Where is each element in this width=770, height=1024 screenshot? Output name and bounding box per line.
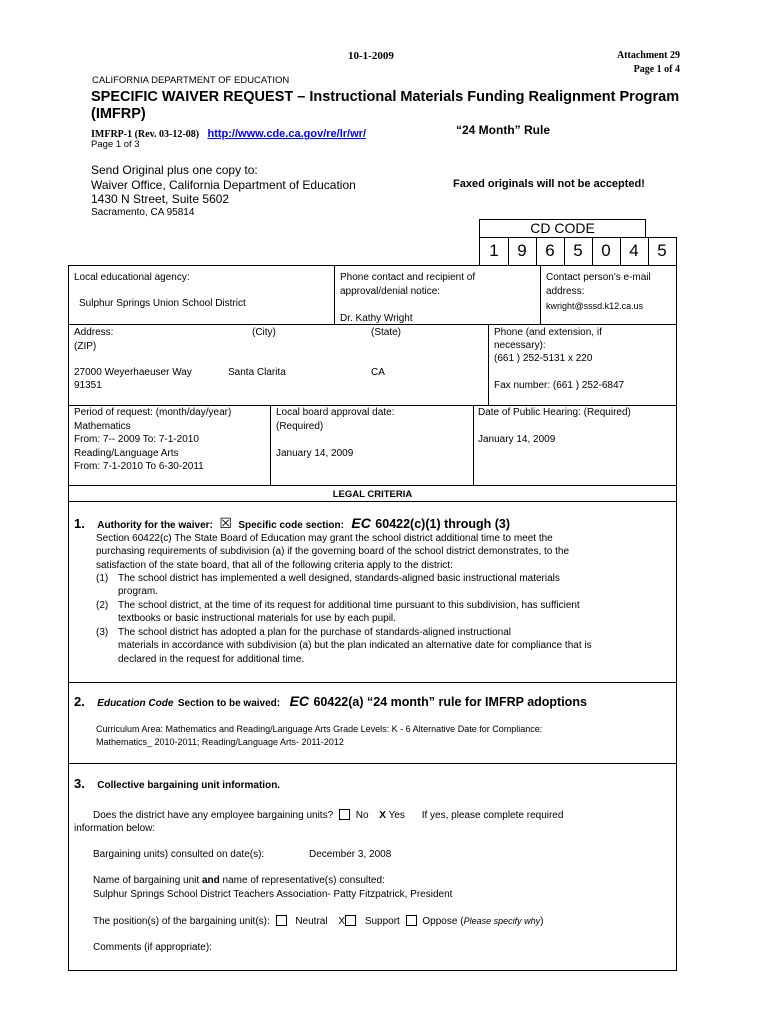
email-label: Contact person's e-mail <box>546 272 651 283</box>
criterion-1 <box>96 572 560 599</box>
section-1-body-line: purchasing requirements of subdivision (a) if the governing board of the school district demonstrates, to the <box>96 546 570 558</box>
section-1-code: 60422(c)(1) through (3) <box>375 517 511 531</box>
rule-label: “24 Month” Rule <box>456 123 551 137</box>
form-page: Page 1 of 3 <box>91 139 140 150</box>
support-label: Support <box>364 916 400 927</box>
send-instructions: Send Original plus one copy to: <box>91 163 258 177</box>
period-dates-math: From: 7-- 2009 To: 7-1-2010 <box>74 434 199 445</box>
ec-label: EC <box>351 515 371 531</box>
criterion-number: (2) <box>96 600 109 611</box>
cd-code-label: CD CODE <box>530 220 595 236</box>
neutral-label: Neutral <box>295 916 328 927</box>
phone-label-2: necessary): <box>494 340 546 351</box>
compliance-dates: Mathematics_ 2010-2011; Reading/Language Arts- 2011-2012 <box>96 737 344 747</box>
unit-name-label-a: Name of bargaining unit <box>93 875 200 886</box>
oppose-note: Please specify why <box>463 916 541 926</box>
no-checkbox[interactable] <box>339 809 350 820</box>
unit-name-label-b: name of representative(s) consulted: <box>222 875 385 886</box>
criterion-text: The school district has adopted a plan for the purchase of standards-aligned instructional <box>118 627 512 638</box>
zip-value: 91351 <box>74 380 102 391</box>
section-3-number: 3. <box>74 776 85 791</box>
fax-warning: Faxed originals will not be accepted! <box>453 178 645 190</box>
period-label: Period of request: (month/day/year) <box>74 407 232 418</box>
department-name: CALIFORNIA DEPARTMENT OF EDUCATION <box>92 75 290 86</box>
phone-contact-label: Phone contact and recipient of <box>340 272 476 283</box>
position-label: The position(s) of the bargaining unit(s): <box>93 916 270 927</box>
section-2-label-italic: Education Code <box>97 698 174 709</box>
consulted-date-value: December 3, 2008 <box>309 849 392 860</box>
form-title: SPECIFIC WAIVER REQUEST – Instructional Materials Funding Realignment Program <box>91 89 680 105</box>
street-value: 27000 Weyerhaeuser Way <box>74 367 192 378</box>
city-label: (City) <box>252 327 276 338</box>
criterion-3 <box>96 626 592 666</box>
document-date: 10-1-2009 <box>348 50 394 62</box>
cd-code-digit: 0 <box>601 241 611 260</box>
agency-label: Local educational agency: <box>74 272 190 283</box>
send-street: 1430 N Street, Suite 5602 <box>91 192 230 206</box>
legal-criteria-heading: LEGAL CRITERIA <box>332 489 413 500</box>
cd-code-digit: 5 <box>657 241 667 260</box>
no-label: No <box>355 810 369 821</box>
criterion-text: The school district has implemented a well designed, standards-aligned basic instructional materials <box>118 573 560 584</box>
yes-mark: X <box>379 810 386 821</box>
yes-label: Yes <box>388 810 405 821</box>
board-approval-date: January 14, 2009 <box>276 448 354 459</box>
oppose-checkbox[interactable] <box>406 915 417 926</box>
section-2-header <box>74 693 587 711</box>
comments-label: Comments (if appropriate): <box>93 942 212 953</box>
support-checkbox[interactable] <box>345 915 356 926</box>
hearing-label: Date of Public Hearing: (Required) <box>478 407 631 418</box>
support-mark: X <box>338 916 346 927</box>
board-approval-label: Local board approval date: <box>276 407 395 418</box>
unit-name-label <box>93 875 385 886</box>
period-subject-rla: Reading/Language Arts <box>74 448 179 459</box>
email-label-2: address: <box>546 286 585 297</box>
waiver-url-link[interactable]: http://www.cde.ca.gov/re/lr/wr/ <box>207 128 366 140</box>
section-1-header <box>74 515 510 533</box>
section-1-body <box>96 532 569 572</box>
form-id: IMFRP-1 (Rev. 03-12-08) <box>91 129 200 140</box>
unit-name-label-and: and <box>201 875 220 886</box>
cd-code-digit: 6 <box>545 241 555 260</box>
board-approval-required: (Required) <box>276 421 324 432</box>
phone-label: Phone (and extension, if <box>494 327 602 338</box>
cd-code-digit: 1 <box>489 241 499 260</box>
address-label: Address: <box>74 327 114 338</box>
period-subject-math: Mathematics <box>74 421 131 432</box>
if-yes-note: If yes, please complete required <box>421 810 564 821</box>
criterion-text: program. <box>118 586 159 598</box>
agency-value: Sulphur Springs Union School District <box>79 298 246 309</box>
cd-code-digit: 9 <box>517 241 527 260</box>
attachment-page: Page 1 of 4 <box>633 64 680 75</box>
section-2-code: 60422(a) “24 month” rule for IMFRP adoptions <box>313 695 587 709</box>
state-value: CA <box>371 367 385 378</box>
curriculum-info: Curriculum Area: Mathematics and Reading/Language Arts Grade Levels: K - 6 Alternative Date for Compliance: <box>96 724 543 734</box>
section-1-number: 1. <box>74 516 85 531</box>
criterion-text: declared in the request for additional time. <box>118 653 305 665</box>
send-office: Waiver Office, California Department of Education <box>91 178 356 192</box>
neutral-checkbox[interactable] <box>276 915 287 926</box>
form-title-acronym: (IMFRP) <box>91 106 146 122</box>
city-value: Santa Clarita <box>228 367 286 378</box>
section-1-body-line: Section 60422(c) The State Board of Education may grant the school district additional time to meet the <box>96 533 553 544</box>
criterion-number: (1) <box>96 573 109 584</box>
cd-code-digit: 5 <box>573 241 583 260</box>
criterion-text: materials in accordance with subdivision (a) but the plan indicated an alternative date for compliance that is <box>118 640 592 652</box>
information-below: information below: <box>74 823 156 834</box>
criterion-text: textbooks or basic instructional materials for use by each pupil. <box>118 613 396 625</box>
section-2-number: 2. <box>74 694 85 709</box>
section-1-label: Authority for the waiver: <box>97 520 213 531</box>
criterion-2 <box>96 599 580 626</box>
phone-value: (661 ) 252-5131 x 220 <box>494 353 593 364</box>
hearing-date: January 14, 2009 <box>478 434 556 445</box>
bargaining-question-row <box>93 809 563 821</box>
oppose-label: Oppose <box>422 916 458 927</box>
criterion-text: The school district, at the time of its request for additional time pursuant to this subdivision, has sufficient <box>118 600 580 611</box>
section-2-label: Section to be waived: <box>177 698 281 709</box>
section-3-label: Collective bargaining unit information. <box>97 780 281 791</box>
bargaining-question: Does the district have any employee bargaining units? <box>93 810 334 821</box>
zip-label: (ZIP) <box>74 341 97 352</box>
cd-code-digit: 4 <box>629 241 639 260</box>
position-row: The position(s) of the bargaining unit(s): Neutral X Support Oppose (Please specify why) <box>93 916 544 927</box>
email-value: kwright@sssd.k12.ca.us <box>546 301 644 311</box>
fax-value: Fax number: (661 ) 252-6847 <box>494 380 625 391</box>
send-city: Sacramento, CA 95814 <box>91 207 195 218</box>
state-label: (State) <box>371 327 402 338</box>
checked-box-icon: ☒ <box>219 515 232 531</box>
unit-name-value: Sulphur Springs School District Teachers Association- Patty Fitzpatrick, President <box>93 889 453 900</box>
consulted-date-label: Bargaining units) consulted on date(s): <box>93 849 265 860</box>
section-1-body-line: satisfaction of the state board, that all of the following criteria apply to the district: <box>96 559 453 571</box>
section-3-header <box>74 775 280 793</box>
ec-label: EC <box>289 693 310 709</box>
criterion-number: (3) <box>96 627 109 638</box>
specific-code-label: Specific code section: <box>238 520 344 531</box>
period-dates-rla: From: 7-1-2010 To 6-30-2011 <box>74 461 204 472</box>
phone-contact-label-2: approval/denial notice: <box>340 286 441 297</box>
attachment-label: Attachment 29 <box>616 50 680 61</box>
phone-contact-value: Dr. Kathy Wright <box>340 313 413 324</box>
